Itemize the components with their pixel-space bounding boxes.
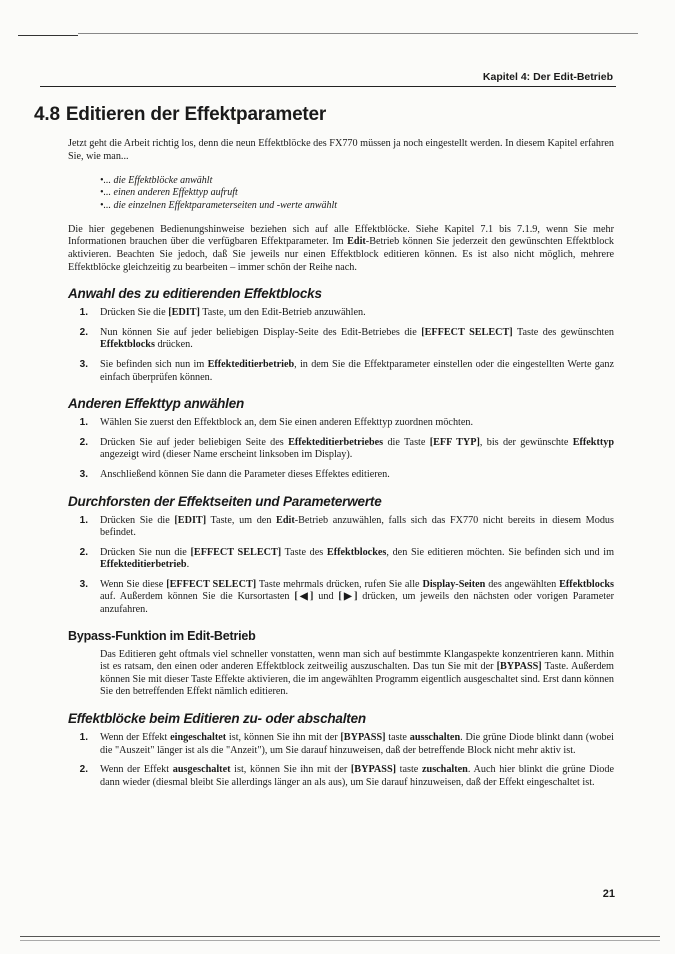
bottom-rule-secondary bbox=[20, 940, 660, 941]
page-number: 21 bbox=[602, 888, 615, 900]
header-rule bbox=[40, 86, 616, 87]
heading-bypass: Bypass-Funktion im Edit-Betrieb bbox=[68, 628, 256, 643]
heading-durchforsten: Durchforsten der Effektseiten und Parameterwerte bbox=[68, 493, 382, 509]
list-item: •... die einzelnen Effektparameterseiten und -werte anwählt bbox=[100, 199, 338, 211]
chapter-header: Kapitel 4: Der Edit-Betrieb bbox=[482, 71, 613, 83]
step-item: 1. Drücken Sie die [EDIT] Taste, um den Edit-Betrieb anzuwählen. bbox=[79, 307, 366, 319]
paragraph-bypass: Das Editieren geht oftmals viel schneller vonstatten, wenn man sich auf bestimmte Klangaspekte konzentrieren kann. Mithin ist es ratsam, den einen oder anderen Effektblock zeitweilig auszuschalten. Das tun Sie mit der [BYPASS] Taste. Außerdem können Sie mit dieser Taste Effekte aktivieren, die im angewählten Programm eigentlich ausgeschaltet sind. Erst dann können Sie den betreffenden Effekt nämlich editieren. bbox=[100, 648, 614, 698]
step-item: 3. Sie befinden sich nun im Effekteditierbetrieb, in dem Sie die Effektparameter einstellen oder die eingestellten Werte ganz einfach überprüfen können. bbox=[79, 358, 614, 383]
step-item: 1. Drücken Sie die [EDIT] Taste, um den Edit-Betrieb anzuwählen, falls sich das FX770 nicht bereits in diesem Modus befindet. bbox=[79, 514, 614, 539]
bottom-rule bbox=[20, 936, 660, 937]
steps-durchforsten bbox=[68, 515, 614, 617]
step-item: 3. Wenn Sie diese [EFFECT SELECT] Taste mehrmals drücken, rufen Sie alle Display-Seiten des angewählten Effektblocks auf. Außerdem können Sie die Kursortasten [◀] und [▶] drücken, um jeweils den nächsten oder vorigen Parameter anzufahren. bbox=[79, 578, 615, 616]
paragraph-overview: Die hier gegebenen Bedienungshinweise beziehen sich auf alle Effektblöcke. Siehe Kapitel 7.1 bis 7.1.9, wenn Sie mehr Informationen brauchen über die verfügbaren Effektparameter. Im Edit-Betrieb können Sie jederzeit den gewünschten Effektblock aktivieren. Beachten Sie jedoch, daß Sie jeweils nur einen Effektblock editieren können. Es ist also nicht möglich, mehrere Effektblöcke gleichzeitig zu bearbeiten – immer schön der Reihe nach. bbox=[68, 223, 614, 273]
top-rule-left bbox=[18, 35, 78, 36]
page-content bbox=[34, 104, 615, 796]
heading-zuschalten: Effektblöcke beim Editieren zu- oder abschalten bbox=[68, 711, 366, 727]
steps-zuschalten bbox=[68, 732, 614, 789]
page-title bbox=[34, 104, 614, 126]
step-item: 1. Wenn der Effekt eingeschaltet ist, können Sie ihn mit der [BYPASS] taste ausschalten. Die grüne Diode blinkt dann (wobei die "Auszeit" länger ist als die "Anzeit"), um Sie darauf hinzuweisen, daß der betreffende Block nicht mehr aktiv ist. bbox=[79, 732, 615, 756]
bullet-list bbox=[100, 175, 614, 212]
section-title: Editieren der Effektparameter bbox=[65, 104, 327, 125]
heading-anwahl: Anwahl des zu editierenden Effektblocks bbox=[68, 286, 322, 302]
step-item: 3. Anschließend können Sie dann die Parameter dieses Effektes editieren. bbox=[79, 468, 390, 480]
intro-paragraph: Jetzt geht die Arbeit richtig los, denn die neun Effektblöcke des FX770 müssen ja noch eingestellt werden. In diesem Kapitel erfahren Sie, wie man... bbox=[68, 138, 614, 162]
list-item: •... einen anderen Effekttyp aufruft bbox=[100, 187, 238, 199]
heading-effekttyp: Anderen Effekttyp anwählen bbox=[68, 396, 245, 412]
top-rule bbox=[78, 33, 638, 34]
steps-anwahl bbox=[68, 307, 614, 384]
list-item: •... die Effektblöcke anwählt bbox=[100, 175, 213, 187]
step-item: 2. Drücken Sie nun die [EFFECT SELECT] Taste des Effektblockes, den Sie editieren möchten. Sie befinden sich und im Effekteditierbetrieb. bbox=[79, 546, 614, 571]
step-item: 2. Drücken Sie auf jeder beliebigen Seite des Effekteditierbetriebes die Taste [EFF TYP], bis der gewünschte Effekttyp angezeigt wird (dieser Name erscheint linksoben im Display). bbox=[79, 436, 614, 461]
step-item: 1. Wählen Sie zuerst den Effektblock an, dem Sie einen anderen Effekttyp zuordnen möchten. bbox=[79, 417, 474, 429]
steps-effekttyp bbox=[68, 417, 614, 481]
step-item: 2. Wenn der Effekt ausgeschaltet ist, können Sie ihn mit der [BYPASS] taste zuschalten. Auch hier blinkt die grüne Diode dann wieder (diesmal bleibt Sie allerdings länger an als aus), um Sie darauf hinzuweisen, daß der Effekt eingeschaltet ist. bbox=[79, 764, 614, 788]
section-number: 4.8 bbox=[34, 104, 60, 125]
step-item: 2. Nun können Sie auf jeder beliebigen Display-Seite des Edit-Betriebes die [EFFECT SELECT] Taste des gewünschten Effektblocks drücken. bbox=[79, 326, 614, 351]
